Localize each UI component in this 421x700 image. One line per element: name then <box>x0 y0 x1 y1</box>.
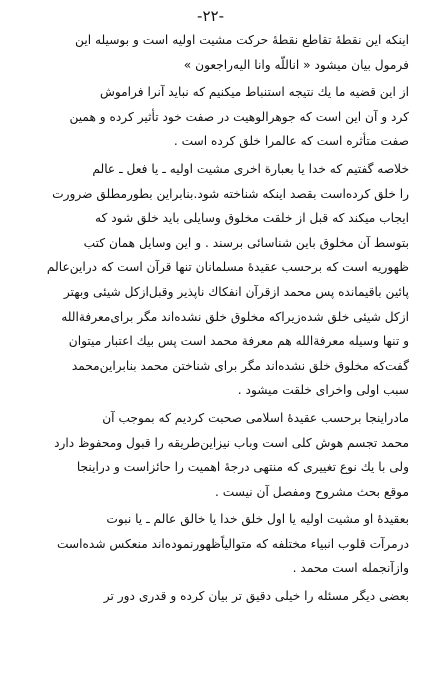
text-line: سبب اولی واخرای خلقت میشود . <box>237 383 409 398</box>
text-line: را خلق کرده‌است بقصد اینکه شناخته شود.بنابراین بطورمطلق ضرورت <box>52 186 409 201</box>
text-line: وازآنجمله است محمد . <box>292 561 409 576</box>
paragraph-4 <box>12 406 409 504</box>
text-line: ایجاب میکند که قبل از خلقت مخلوق وسایلی باید خلق شود که <box>95 211 409 226</box>
text-line: محمد تجسم هوش کلی است وباب نیزاین‌طریقه را قبول ومحفوظ دارد <box>54 435 409 450</box>
text-line: مادراینجا برحسب عقیدهٔ اسلامی صحبت کردیم که بموجب آن <box>102 410 409 425</box>
text-line: پائین باقیمانده پس محمد ازقرآن انفکاك ناپذیر وقبل‌ازکل شیئی وبهتر <box>63 284 409 299</box>
page-body <box>12 28 409 609</box>
text-line: و تنها وسیله معرفةالله هم معرفة محمد است پس بیك اعتبار میتوان <box>68 334 409 349</box>
text-line: گفت‌که مخلوق خلق نشده‌اند مگر برای شناختن محمد بنابراین‌محمد <box>71 358 409 373</box>
paragraph-3 <box>12 157 409 403</box>
paragraph-6 <box>12 584 409 609</box>
text-line: بتوسط آن مخلوق باین شناسائی برسند . و این وسایل همان کتب <box>83 235 409 250</box>
text-line: ازکل شیئی خلق شده‌زیراکه مخلوق خلق نشده‌اند مگر برای‌معرفةالله <box>61 309 409 324</box>
paragraph-1 <box>12 28 409 77</box>
text-line: فرمول بیان میشود « اناللّه وانا الیه‌راجعون » <box>183 57 409 72</box>
page-number: -۲۲- <box>197 7 224 25</box>
text-line: صفت متأثره است که عالمرا خلق کرده است . <box>173 134 409 149</box>
paragraph-2 <box>12 80 409 154</box>
paragraph-5 <box>12 507 409 581</box>
text-line: موقع بحث مشروح ومفصل آن نیست . <box>215 484 409 499</box>
text-line: اینکه این نقطهٔ تقاطع نقطهٔ حرکت مشیت اولیه است و بوسیله این <box>75 33 409 47</box>
text-line: بعقیدهٔ او مشیت اولیه یا اول خلق خدا یا خالق عالم ـ یا نبوت <box>106 512 409 527</box>
text-line: کرد و آن این است که جوهرالوهیت در صفت خود تأثیر کرده و همین <box>69 109 409 124</box>
text-line: ولی با یك نوع تغییری که منتهی درجهٔ اهمیت را حائزاست و دراینجا <box>76 460 409 475</box>
text-line: خلاصه گفتیم که خدا یا بعبارة اخری مشیت اولیه ـ یا فعل ـ عالم <box>92 161 409 176</box>
text-line: درمرآت قلوب انبیاء مختلفه که متوالیاًظهورنموده‌اند منعکس شده‌است <box>56 536 409 551</box>
text-line: بعضی دیگر مسئله را خیلی دقیق تر بیان کرده و قدری دور تر <box>103 589 409 604</box>
text-line: ظهوریه است که برحسب عقیدهٔ مسلمانان تنها قرآن است که دراین‌عالم <box>46 260 409 275</box>
text-line: از این قضیه ما یك نتیجه استنباط میکنیم که نباید آنرا فراموش <box>99 85 409 100</box>
